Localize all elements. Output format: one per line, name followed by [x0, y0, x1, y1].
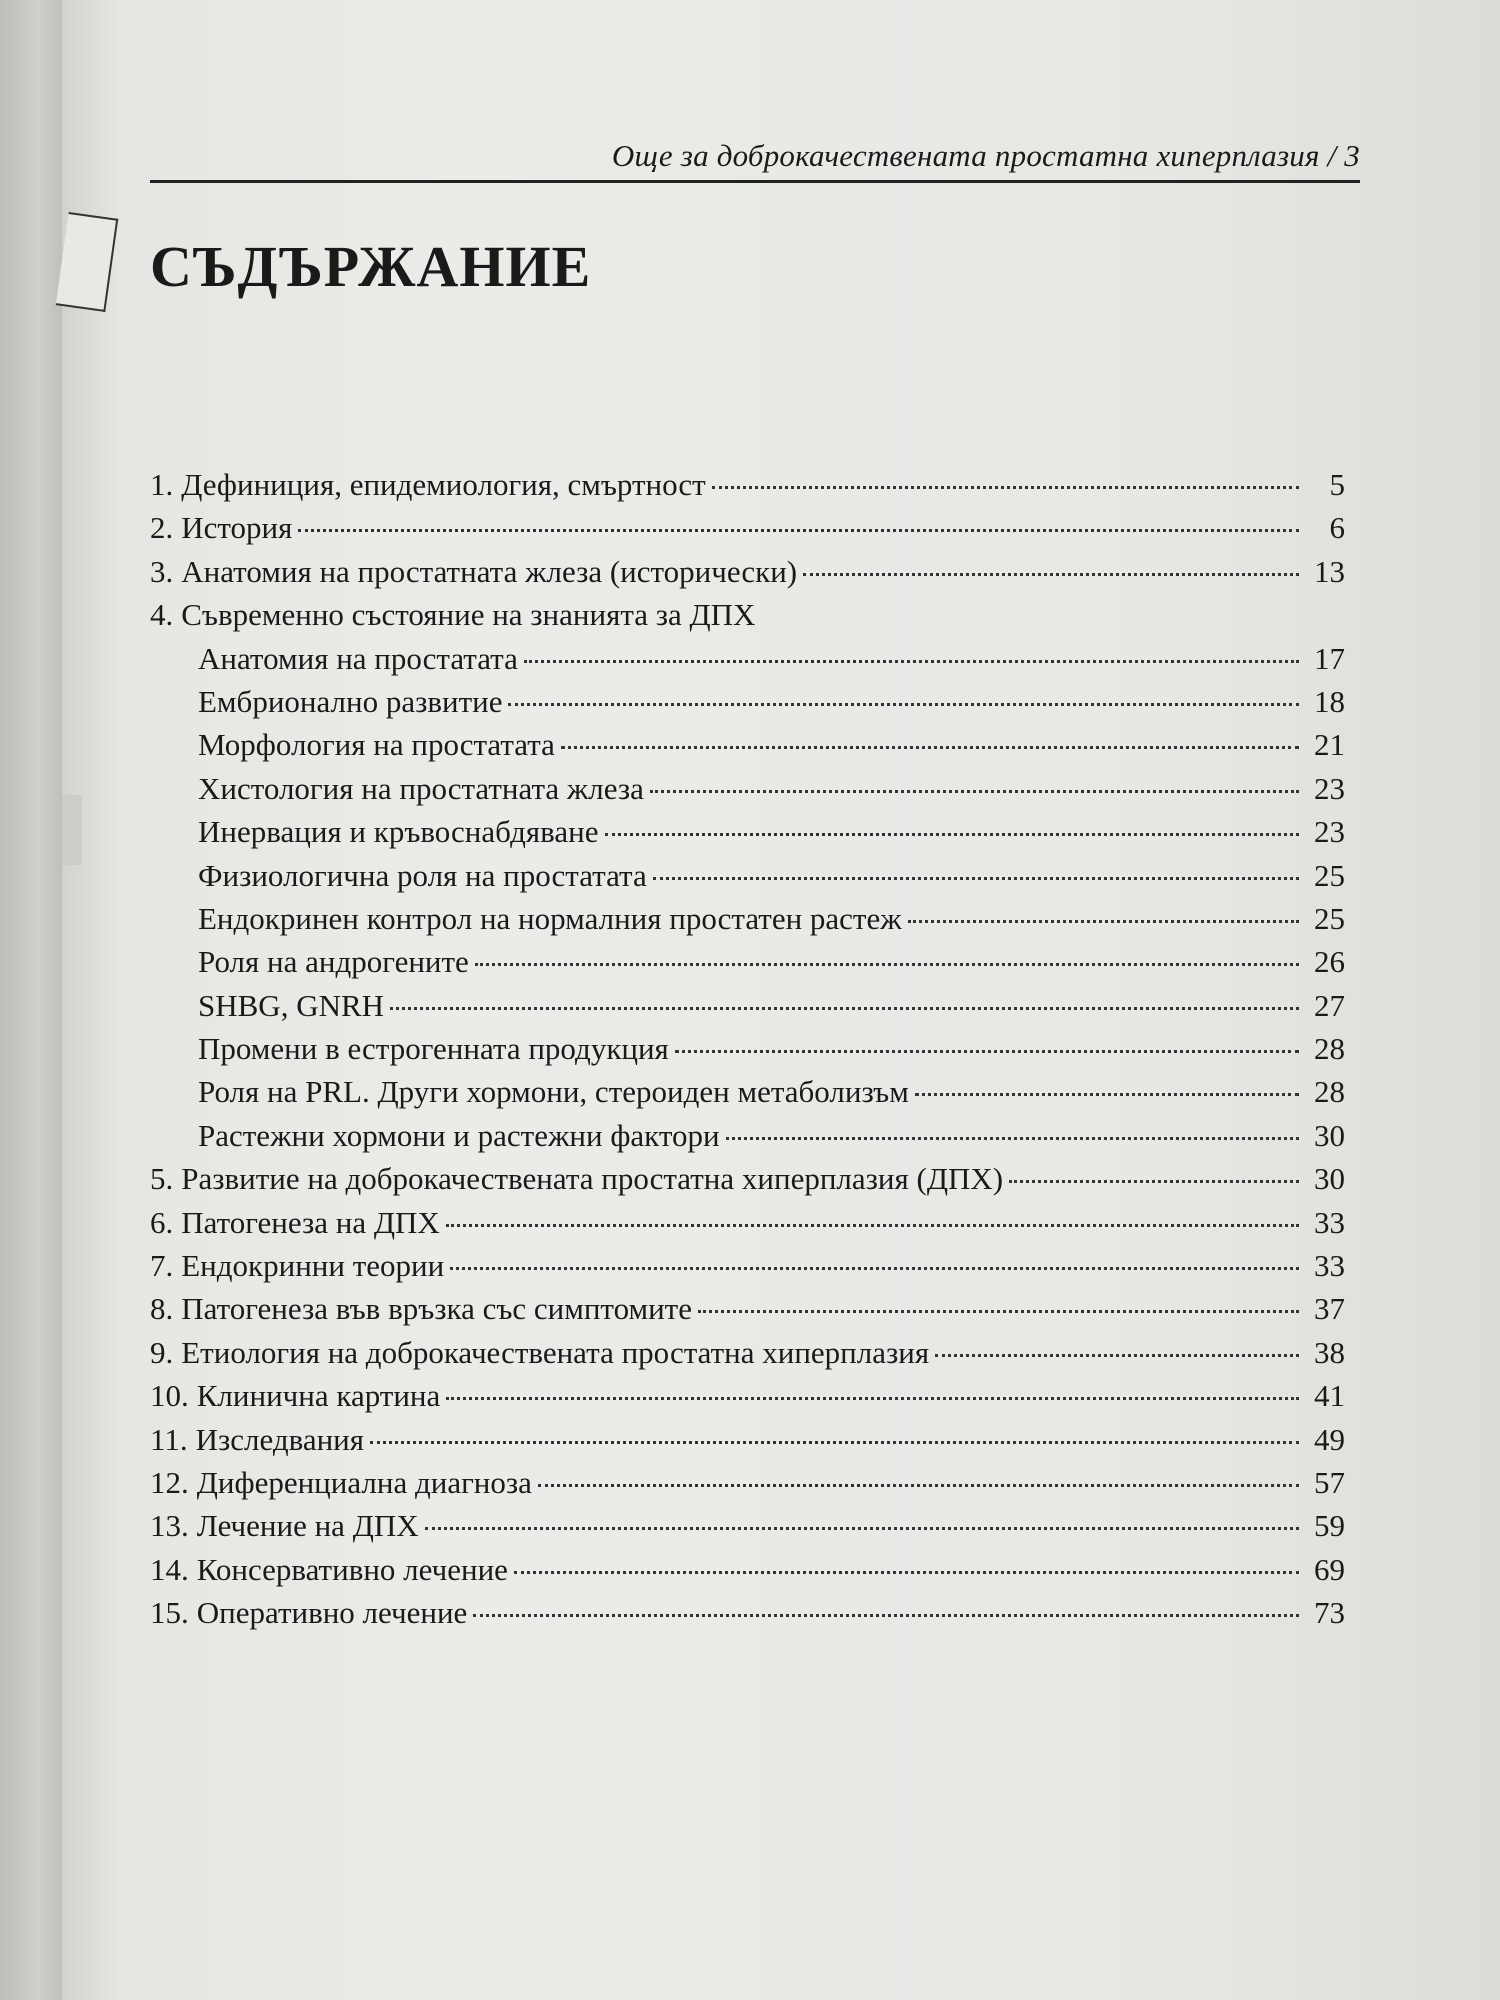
- toc-entry-page-number: 33: [1314, 1204, 1345, 1240]
- toc-entry-page-number: 49: [1314, 1421, 1345, 1457]
- toc-dot-leader: [908, 920, 1299, 923]
- toc-entry-page-number: 37: [1314, 1291, 1345, 1327]
- toc-dot-leader: [605, 833, 1299, 836]
- toc-dot-leader: [915, 1093, 1299, 1096]
- toc-entry-page-number: 25: [1314, 857, 1345, 893]
- toc-entry: [150, 1548, 1345, 1591]
- toc-entry-page-number: 69: [1314, 1551, 1345, 1587]
- toc-entry: [150, 680, 1345, 723]
- toc-entry: [150, 463, 1345, 506]
- toc-dot-leader: [675, 1050, 1299, 1053]
- toc-entry-page-number: 26: [1314, 944, 1345, 980]
- toc-entry-number: 14.: [150, 1551, 189, 1587]
- toc-entry-title: Дефиниция, епидемиология, смъртност: [181, 467, 706, 502]
- toc-entry-page-number: 73: [1314, 1595, 1345, 1631]
- toc-entry-title: Физиологична роля на простатата: [198, 857, 647, 893]
- toc-dot-leader: [425, 1527, 1299, 1530]
- toc-entry-number: 9.: [150, 1334, 174, 1370]
- toc-entry-title: Ембрионално развитие: [198, 683, 503, 719]
- toc-entry: [150, 854, 1345, 897]
- toc-dot-leader: [538, 1484, 1299, 1487]
- toc-entry: [150, 897, 1345, 940]
- margin-mark: [62, 795, 82, 865]
- toc-dot-leader: [650, 790, 1299, 793]
- toc-entry-title: Патогенеза във връзка със симптомите: [181, 1291, 692, 1327]
- toc-entry-title: Роля на андрогените: [198, 944, 469, 980]
- toc-entry-page-number: 21: [1314, 727, 1345, 763]
- toc-dot-leader: [475, 963, 1299, 966]
- toc-entry-page-number: 23: [1314, 770, 1345, 806]
- toc-dot-leader: [446, 1397, 1299, 1400]
- toc-dot-leader: [370, 1441, 1299, 1444]
- toc-entry-title: Развитие на доброкачествената простатна хиперплазия (ДПХ): [181, 1161, 1004, 1197]
- toc-entry: [150, 1591, 1345, 1634]
- toc-entry-title: Промени в естрогенната продукция: [198, 1031, 669, 1067]
- toc-entry: [150, 940, 1345, 983]
- toc-entry-page-number: 57: [1314, 1464, 1345, 1500]
- toc-dot-leader: [712, 486, 1299, 489]
- toc-entry-number: 5.: [150, 1161, 174, 1197]
- toc-entry-page-number: 13: [1314, 553, 1345, 589]
- toc-entry-number: 6.: [150, 1204, 174, 1240]
- toc-entry-number: 15.: [150, 1595, 189, 1631]
- toc-entry-title: Съвременно състояние на знанията за ДПХ: [181, 597, 756, 633]
- toc-entry-number: 12.: [150, 1464, 189, 1500]
- toc-entry-title: Анатомия на простатата: [198, 640, 518, 676]
- toc-entry: [150, 1244, 1345, 1287]
- toc-entry: [150, 1504, 1345, 1547]
- toc-entry-title: Диференциална диагноза: [196, 1464, 532, 1500]
- toc-entry-title: Оперативно лечение: [196, 1595, 468, 1631]
- toc-dot-leader: [473, 1614, 1299, 1617]
- toc-entry-title: Морфология на простатата: [198, 727, 555, 763]
- toc-entry: [150, 984, 1345, 1027]
- toc-entry-title: Роля на PRL. Други хормони, стероиден метаболизъм: [198, 1074, 909, 1110]
- toc-dot-leader: [561, 746, 1299, 749]
- toc-entry-title: Изследвания: [195, 1421, 365, 1457]
- toc-entry-title: Ендокринни теории: [181, 1248, 445, 1284]
- toc-entry: [150, 810, 1345, 853]
- running-head: Още за доброкачествената простатна хиперплазия / 3: [611, 138, 1360, 173]
- toc-entry: [150, 1418, 1345, 1461]
- toc-entry-title: Ендокринен контрол на нормалния простатен растеж: [198, 900, 902, 936]
- toc-entry-number: 4.: [150, 597, 174, 633]
- toc-entry: [150, 637, 1345, 680]
- toc-dot-leader: [1009, 1180, 1299, 1183]
- toc-entry-number: 8.: [150, 1291, 174, 1327]
- toc-entry-page-number: 23: [1314, 814, 1345, 850]
- toc-dot-leader: [524, 660, 1299, 663]
- toc-entry-title: Консервативно лечение: [196, 1551, 508, 1587]
- toc-entry-number: 7.: [150, 1248, 174, 1284]
- toc-dot-leader: [726, 1137, 1299, 1140]
- toc-entry: [150, 550, 1345, 593]
- toc-entry-title: Инервация и кръвоснабдяване: [198, 814, 599, 850]
- toc-entry-title: Растежни хормони и растежни фактори: [198, 1117, 720, 1153]
- toc-entry-page-number: 17: [1314, 640, 1345, 676]
- toc-entry-title: История: [181, 510, 293, 546]
- toc-entry-page-number: 18: [1314, 683, 1345, 719]
- toc-entry: [150, 767, 1345, 810]
- toc-entry-title: Клинична картина: [196, 1378, 441, 1414]
- toc-entry-number: 3.: [150, 553, 174, 589]
- toc-entry: [150, 506, 1345, 549]
- toc-entry-page-number: 5: [1329, 467, 1345, 502]
- toc-entry-title: Анатомия на простатната жлеза (исторически): [181, 553, 798, 589]
- toc-entry: [150, 1027, 1345, 1070]
- page-tab-sticker: [56, 212, 119, 312]
- toc-dot-leader: [803, 573, 1299, 576]
- toc-entry-page-number: 33: [1314, 1248, 1345, 1284]
- toc-entry-title: Патогенеза на ДПХ: [181, 1204, 440, 1240]
- toc-entry: [150, 1070, 1345, 1113]
- page-title: СЪДЪРЖАНИЕ: [150, 234, 592, 299]
- toc-entry-page-number: 30: [1314, 1161, 1345, 1197]
- toc-entry-page-number: 28: [1314, 1031, 1345, 1067]
- toc-entry-page-number: 6: [1329, 510, 1345, 546]
- toc-entry: [150, 593, 1345, 636]
- toc-entry-title: Етиология на доброкачествената простатна хиперплазия: [181, 1334, 930, 1370]
- toc-entry-page-number: 27: [1314, 987, 1345, 1023]
- toc-dot-leader: [935, 1354, 1299, 1357]
- toc-dot-leader: [298, 529, 1299, 532]
- toc-entry-page-number: 28: [1314, 1074, 1345, 1110]
- toc-dot-leader: [450, 1267, 1299, 1270]
- toc-entry: [150, 723, 1345, 766]
- toc-dot-leader: [508, 703, 1299, 706]
- toc-entry-title: SHBG, GNRH: [198, 987, 385, 1023]
- toc-entry-number: 13.: [150, 1508, 189, 1544]
- toc-entry-page-number: 25: [1314, 900, 1345, 936]
- toc-entry: [150, 1157, 1345, 1200]
- header-rule: [150, 180, 1360, 183]
- toc-dot-leader: [390, 1007, 1299, 1010]
- toc-entry-number: 2.: [150, 510, 174, 546]
- toc-entry: [150, 1331, 1345, 1374]
- toc-entry: [150, 1461, 1345, 1504]
- toc-entry: [150, 1374, 1345, 1417]
- toc-entry: [150, 1114, 1345, 1157]
- toc-dot-leader: [698, 1310, 1299, 1313]
- toc-entry-number: 1.: [150, 467, 174, 502]
- toc-entry-page-number: 30: [1314, 1117, 1345, 1153]
- toc-dot-leader: [653, 877, 1299, 880]
- toc-entry: [150, 1201, 1345, 1244]
- toc-entry-title: Хистология на простатната жлеза: [198, 770, 644, 806]
- toc-entry-number: 10.: [150, 1378, 189, 1414]
- toc-dot-leader: [446, 1224, 1299, 1227]
- toc-entry: [150, 1287, 1345, 1330]
- toc-entry-page-number: 38: [1314, 1334, 1345, 1370]
- toc-entry-page-number: 41: [1314, 1378, 1345, 1414]
- table-of-contents: [150, 463, 1345, 1635]
- toc-entry-title: Лечение на ДПХ: [196, 1508, 419, 1544]
- toc-dot-leader: [514, 1571, 1299, 1574]
- toc-entry-number: 11.: [150, 1421, 188, 1457]
- toc-entry-page-number: 59: [1314, 1508, 1345, 1544]
